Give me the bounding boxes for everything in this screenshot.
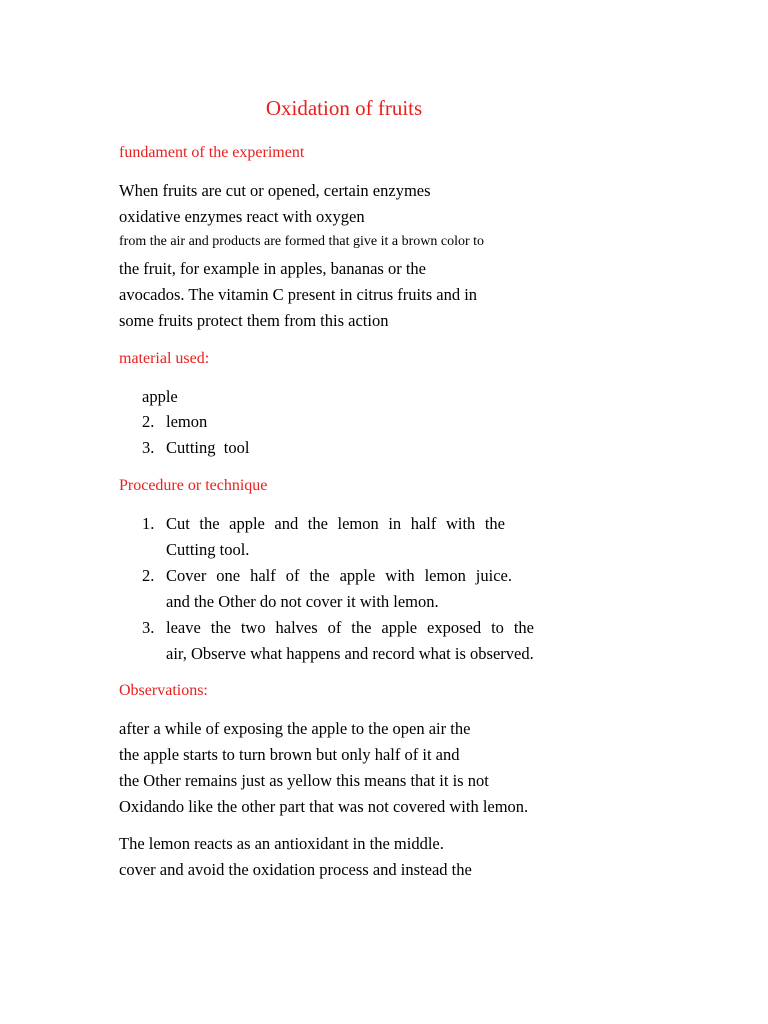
page-title: Oxidation of fruits	[265, 96, 423, 120]
observation-line: Oxidando like the other part that was not covered with lemon.	[119, 797, 529, 816]
material-item-number: 2.	[142, 412, 155, 431]
heading-fundament: fundament of the experiment	[119, 144, 305, 161]
observation-line: cover and avoid the oxidation process and instead the	[119, 860, 472, 879]
procedure-step-text: Cover one half of the apple with lemon juice.	[166, 566, 512, 585]
material-item	[142, 387, 178, 407]
procedure-step-text: Cut the apple and the lemon in half with the	[166, 514, 505, 533]
procedure-step	[142, 566, 512, 586]
material-item-text: lemon	[166, 412, 208, 431]
fundament-line: oxidative enzymes react with oxygen	[119, 207, 365, 226]
material-item	[142, 438, 249, 458]
observation-line: after a while of exposing the apple to the open air the	[119, 719, 471, 738]
observation-line: The lemon reacts as an antioxidant in the middle.	[119, 834, 444, 853]
material-item-text: apple	[142, 387, 178, 406]
procedure-step	[142, 618, 534, 638]
heading-material: material used:	[119, 350, 210, 367]
procedure-step-continuation: and the Other do not cover it with lemon.	[166, 592, 439, 611]
material-item-number: 3.	[142, 438, 155, 457]
material-item-text: Cutting tool	[166, 438, 250, 457]
procedure-step-number: 2.	[142, 566, 155, 585]
heading-procedure: Procedure or technique	[119, 477, 268, 494]
fundament-line: avocados. The vitamin C present in citrus fruits and in	[119, 285, 478, 304]
observation-line: the Other remains just as yellow this means that it is not	[119, 771, 489, 790]
fundament-line: When fruits are cut or opened, certain enzymes	[119, 181, 431, 200]
procedure-step-number: 1.	[142, 514, 155, 533]
heading-observations: Observations:	[119, 682, 208, 699]
procedure-step	[142, 514, 505, 534]
fundament-line: the fruit, for example in apples, bananas or the	[119, 259, 426, 278]
fundament-line: some fruits protect them from this action	[119, 311, 389, 330]
procedure-step-continuation: air, Observe what happens and record what is observed.	[166, 644, 534, 663]
procedure-step-number: 3.	[142, 618, 155, 637]
procedure-step-text: leave the two halves of the apple exposed to the	[166, 618, 534, 637]
fundament-line: from the air and products are formed that give it a brown color to	[119, 234, 485, 249]
observation-line: the apple starts to turn brown but only half of it and	[119, 745, 460, 764]
material-item	[142, 412, 207, 432]
procedure-step-continuation: Cutting tool.	[166, 540, 250, 559]
